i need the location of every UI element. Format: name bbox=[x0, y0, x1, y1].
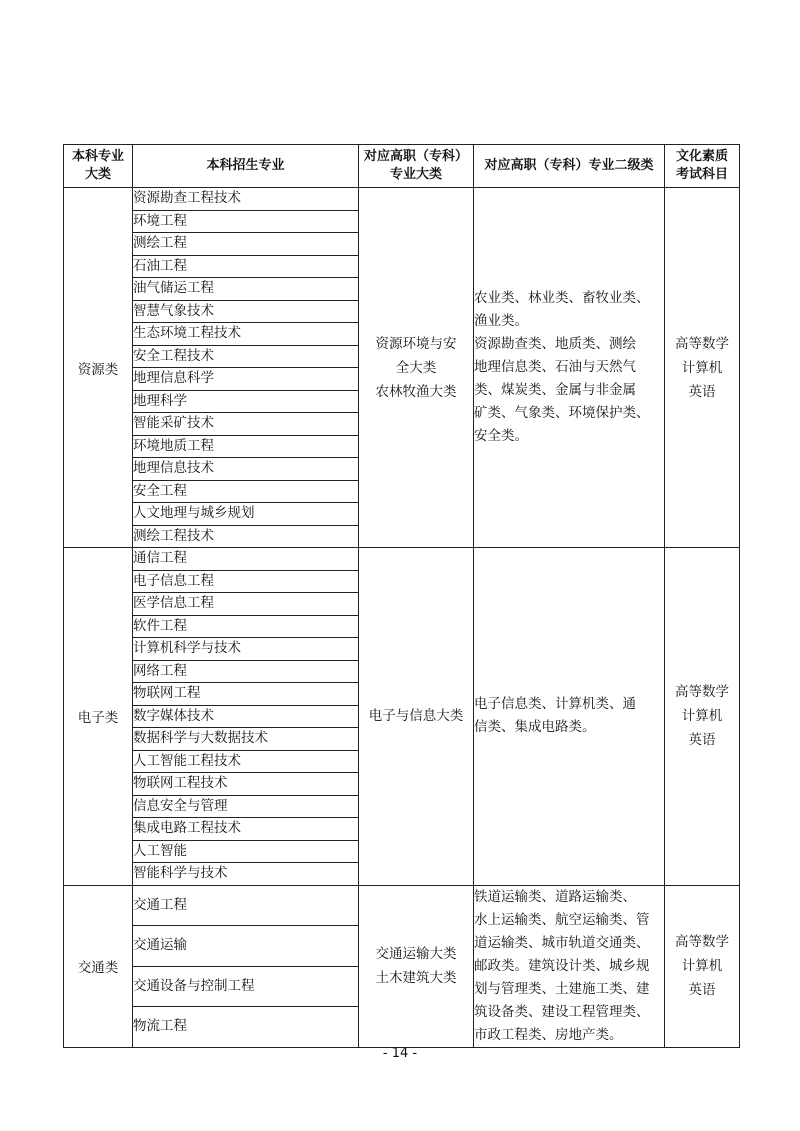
major-cell: 人工智能工程技术 bbox=[133, 750, 359, 773]
major-cell: 交通工程 bbox=[133, 885, 359, 926]
text-line: 农林牧渔大类 bbox=[375, 383, 457, 400]
text-line: 筑设备类、建设工程管理类、 bbox=[474, 1003, 650, 1020]
major-cell: 交通设备与控制工程 bbox=[133, 966, 359, 1007]
text-line: 铁道运输类、道路运输类、 bbox=[474, 888, 636, 905]
text-line: 水上运输类、航空运输类、管 bbox=[474, 911, 650, 928]
major-cell: 计算机科学与技术 bbox=[133, 638, 359, 661]
major-cell: 环境工程 bbox=[133, 210, 359, 233]
text-line: 英语 bbox=[688, 982, 716, 998]
major-cell: 物联网工程 bbox=[133, 683, 359, 706]
text-line: 交通运输大类 bbox=[375, 946, 457, 962]
category-cell: 资源类 bbox=[64, 188, 133, 548]
major-cell: 环境地质工程 bbox=[133, 435, 359, 458]
text-line: 地理信息类、石油与天然气 bbox=[474, 359, 636, 375]
major-cell: 数据科学与大数据技术 bbox=[133, 728, 359, 751]
text-line: 市政工程类、房地产类。 bbox=[474, 1026, 623, 1043]
text-line: 资源勘查类、地质类、测绘 bbox=[474, 336, 636, 352]
table-row bbox=[64, 188, 740, 211]
text-line: 农业类、林业类、畜牧业类、 bbox=[474, 290, 650, 306]
major-cell: 安全工程 bbox=[133, 480, 359, 503]
text-line: 划与管理类、土建施工类、建 bbox=[474, 980, 650, 997]
major-cell: 人工智能 bbox=[133, 840, 359, 863]
major-cell: 智慧气象技术 bbox=[133, 300, 359, 323]
major-cell: 软件工程 bbox=[133, 615, 359, 638]
table-row bbox=[64, 885, 740, 926]
major-cell: 信息安全与管理 bbox=[133, 795, 359, 818]
exam-cell bbox=[665, 188, 740, 548]
major-cell: 地理科学 bbox=[133, 390, 359, 413]
text-line: 英语 bbox=[688, 732, 716, 749]
vocational-cell bbox=[359, 188, 474, 548]
text-line: 英语 bbox=[688, 383, 716, 400]
major-cell: 电子信息工程 bbox=[133, 570, 359, 593]
header-row bbox=[64, 145, 740, 188]
major-cell: 生态环境工程技术 bbox=[133, 323, 359, 346]
category-cell: 电子类 bbox=[64, 548, 133, 886]
major-cell: 数字媒体技术 bbox=[133, 705, 359, 728]
major-cell: 石油工程 bbox=[133, 255, 359, 278]
text-line: 高等数学 bbox=[675, 335, 729, 352]
major-cell: 集成电路工程技术 bbox=[133, 818, 359, 841]
major-cell: 资源勘查工程技术 bbox=[133, 188, 359, 211]
text-line: 矿类、气象类、环境保护类、 bbox=[474, 405, 650, 421]
major-cell: 通信工程 bbox=[133, 548, 359, 571]
vocational-cell bbox=[359, 885, 474, 1047]
major-cell: 测绘工程技术 bbox=[133, 525, 359, 548]
exam-cell bbox=[665, 885, 740, 1047]
major-cell: 安全工程技术 bbox=[133, 345, 359, 368]
major-cell: 智能科学与技术 bbox=[133, 863, 359, 886]
header-major: 本科招生专业 bbox=[133, 145, 359, 188]
major-cell: 交通运输 bbox=[133, 926, 359, 967]
major-cell: 物联网工程技术 bbox=[133, 773, 359, 796]
header-exam: 文化素质 考试科目 bbox=[665, 145, 740, 188]
header-subcategory: 对应高职（专科）专业二级类 bbox=[474, 145, 665, 188]
major-cell: 网络工程 bbox=[133, 660, 359, 683]
text-line: 高等数学 bbox=[675, 934, 729, 950]
major-cell: 地理信息技术 bbox=[133, 458, 359, 481]
header-vocational: 对应高职（专科） 专业大类 bbox=[359, 145, 474, 188]
vocational-cell bbox=[359, 548, 474, 886]
majors-table bbox=[63, 144, 740, 1048]
text-line: 电子与信息大类 bbox=[368, 708, 464, 725]
table-body bbox=[64, 188, 740, 1048]
table-row bbox=[64, 548, 740, 571]
major-cell: 油气储运工程 bbox=[133, 278, 359, 301]
text-line: 道运输类、城市轨道交通类、 bbox=[474, 934, 650, 951]
subcategory-cell bbox=[474, 885, 665, 1047]
text-line: 类、煤炭类、金属与非金属 bbox=[474, 382, 636, 398]
major-cell: 物流工程 bbox=[133, 1007, 359, 1048]
major-cell: 人文地理与城乡规划 bbox=[133, 503, 359, 526]
major-cell: 测绘工程 bbox=[133, 233, 359, 256]
subcategory-cell bbox=[474, 188, 665, 548]
text-line: 土木建筑大类 bbox=[375, 970, 457, 986]
text-line: 计算机 bbox=[681, 359, 723, 376]
category-cell: 交通类 bbox=[64, 885, 133, 1047]
text-line: 高等数学 bbox=[675, 684, 729, 701]
major-cell: 医学信息工程 bbox=[133, 593, 359, 616]
text-line: 信类、集成电路类。 bbox=[474, 719, 596, 736]
exam-cell bbox=[665, 548, 740, 886]
text-line: 安全类。 bbox=[474, 428, 528, 444]
major-cell: 智能采矿技术 bbox=[133, 413, 359, 436]
major-cell: 地理信息科学 bbox=[133, 368, 359, 391]
subcategory-cell bbox=[474, 548, 665, 886]
header-category: 本科专业 大类 bbox=[64, 145, 133, 188]
page-number: - 14 - bbox=[382, 1046, 418, 1061]
text-line: 电子信息类、计算机类、通 bbox=[474, 696, 636, 713]
text-line: 渔业类。 bbox=[474, 313, 528, 329]
text-line: 邮政类。建筑设计类、城乡规 bbox=[474, 957, 650, 974]
text-line: 计算机 bbox=[681, 958, 723, 974]
text-line: 计算机 bbox=[681, 708, 723, 725]
text-line: 资源环境与安 bbox=[375, 335, 457, 352]
text-line: 全大类 bbox=[395, 359, 437, 376]
